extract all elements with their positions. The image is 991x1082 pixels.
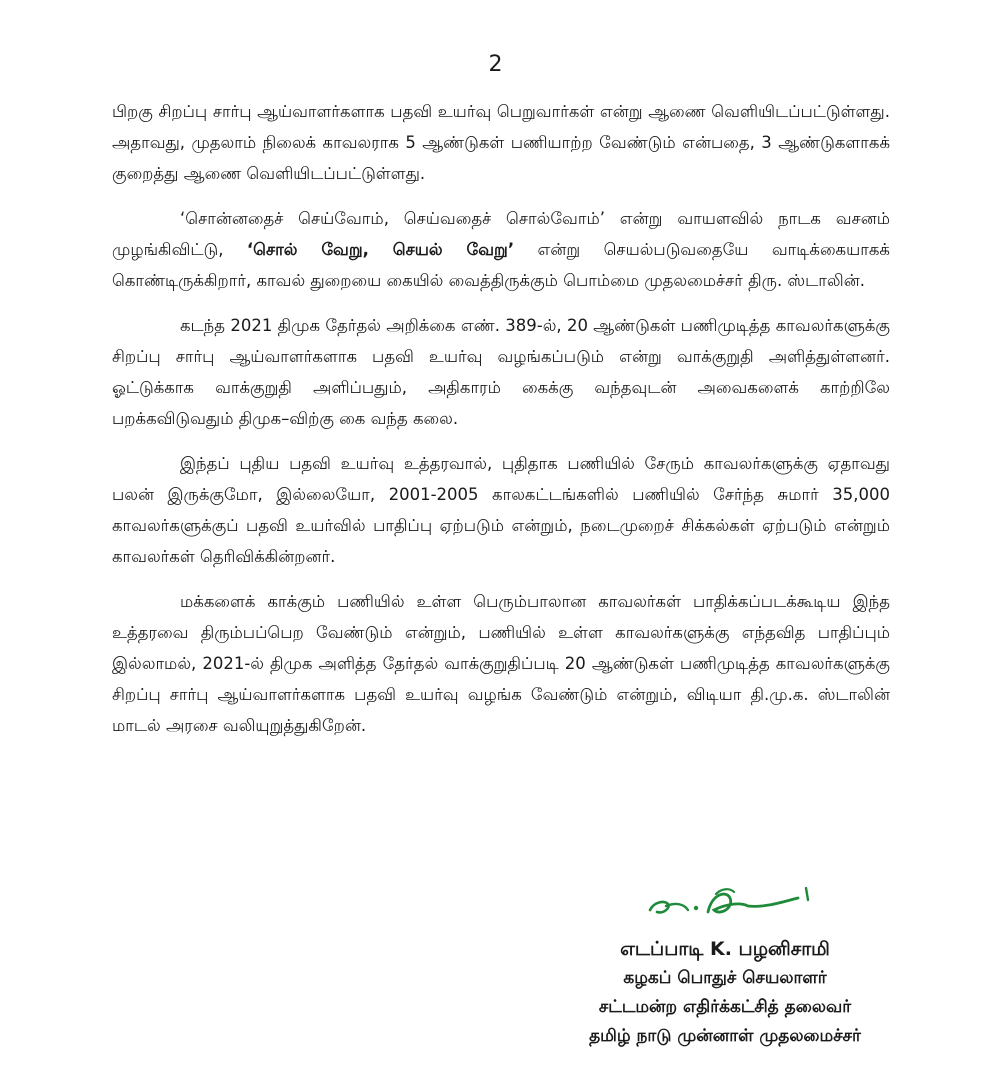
signature-dot xyxy=(694,906,698,910)
paragraph-text: மக்களைக் காக்கும் பணியில் உள்ள பெரும்பாலான காவலர்கள் பாதிக்கப்படக்கூடிய இந்த உத்தரவை திரும்பப்பெற வேண்டும் என்றும், பணியில் உள்ள காவலர்களுக்கு எந்தவித பாதிப்பும் இல்லாமல், 2021-ல் திமுக அளித்த தேர்தல் வாக்குறுதிப்படி 20 ஆண்டுகள் பணிமுடித்த காவலர்களுக்கு சிறப்பு சார்பு ஆய்வாளர்களாக பதவி உயர்வு வழங்க வேண்டும் என்றும், விடியா தி.மு.க. ஸ்டாலின் மாடல் அரசை வலியுறுத்துகிறேன். xyxy=(112,592,890,735)
handwritten-signature xyxy=(630,880,820,930)
signature-stroke xyxy=(650,902,669,912)
paragraph xyxy=(112,96,890,189)
signatory-name: எடப்பாடி K. பழனிசாமி xyxy=(620,938,830,960)
paragraph-text: இந்தப் புதிய பதவி உயர்வு உத்தரவால், புதிதாக பணியில் சேரும் காவலர்களுக்கு ஏதாவது பலன் இருக்குமோ, இல்லையோ, 2001-2005 காலகட்டங்களில் பணியில் சேர்ந்த சுமார் 35,000 காவலர்களுக்குப் பதவி உயர்வில் பாதிப்பு ஏற்படும் என்றும், நடைமுறைச் சிக்கல்கள் ஏற்படும் என்றும் காவலர்கள் தெரிவிக்கின்றனர். xyxy=(112,454,890,566)
paragraph-text: பிறகு சிறப்பு சார்பு ஆய்வாளர்களாக பதவி உயர்வு பெறுவார்கள் என்று ஆணை வெளியிடப்பட்டுள்ளது. அதாவது, முதலாம் நிலைக் காவலராக 5 ஆண்டுகள் பணியாற்ற வேண்டும் என்பதை, 3 ஆண்டுகளாகக் குறைத்து ஆணை வெளியிடப்பட்டுள்ளது. xyxy=(112,102,890,183)
body-text xyxy=(112,96,890,741)
paragraph xyxy=(112,203,890,296)
signatory-title: தமிழ் நாடு முன்னாள் முதலமைச்சர் xyxy=(589,1026,861,1046)
paragraph xyxy=(112,310,890,434)
signatory-title: கழகப் பொதுச் செயலாளர் xyxy=(623,968,827,988)
emphasized-text: ‘சொல் வேறு, செயல் வேறு’ xyxy=(246,240,515,259)
paragraph-text: கடந்த 2021 திமுக தேர்தல் அறிக்கை எண். 389-ல், 20 ஆண்டுகள் பணிமுடித்த காவலர்களுக்கு சிறப்பு சார்பு ஆய்வாளர்களாக பதவி உயர்வு வழங்கப்படும் என்று வாக்குறுதி அளித்துள்ளனர். ஓட்டுக்காக வாக்குறுதி அளிப்பதும், அதிகாரம் கைக்கு வந்தவுடன் அவைகளைக் காற்றிலே பறக்கவிடுவதும் திமுக–விற்கு கை வந்த கலை. xyxy=(112,316,890,428)
paragraph xyxy=(112,448,890,572)
paragraph-text: என்று செயல்படுவதையே வாடிக்கையாகக் கொண்டிருக்கிறார், காவல் துறையை கையில் வைத்திருக்கும் பொம்மை முதலமைச்சர் திரு. ஸ்டாலின். xyxy=(112,240,890,290)
signatory-title: சட்டமன்ற எதிர்க்கட்சித் தலைவர் xyxy=(598,997,852,1017)
signature-stroke xyxy=(806,888,808,900)
signature-block xyxy=(560,880,890,1051)
page-number: 2 xyxy=(488,52,503,77)
paragraph xyxy=(112,586,890,741)
paragraph-text: ‘சொன்னதைச் செய்வோம், செய்வதைச் சொல்வோம்’ என்று வாயளவில் நாடக வசனம் முழங்கிவிட்டு, xyxy=(112,209,890,259)
signature-stroke xyxy=(708,894,798,912)
